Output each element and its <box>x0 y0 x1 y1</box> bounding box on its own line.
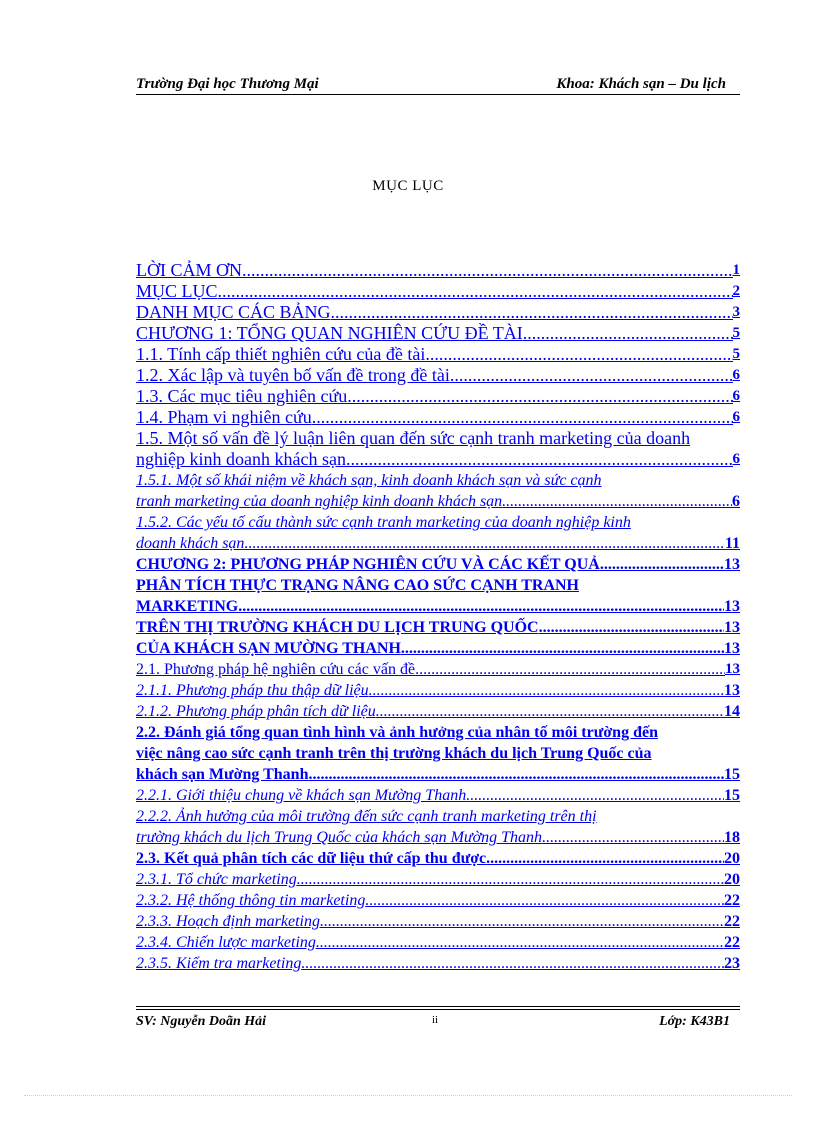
toc-entry-2-3[interactable]: 2.3. Kết quả phân tích các dữ liệu thứ cấp thu được ..... 20 <box>136 848 740 869</box>
toc-entry-phan-tich-line1[interactable]: PHÂN TÍCH THỰC TRẠNG NÂNG CAO SỨC CẠNH TRANH <box>136 577 579 594</box>
footer-class: Lớp: K43B1 <box>659 1014 730 1029</box>
toc-entry-1-1[interactable]: 1.1. Tính cấp thiết nghiên cứu của đề tài ..... 5 <box>136 344 740 365</box>
toc-entry-marketing[interactable]: MARKETING ..... 13 <box>136 596 740 617</box>
toc-entry-1-5-1-line1[interactable]: 1.5.1. Một số khái niệm về khách sạn, kinh doanh khách sạn và sức cạnh <box>136 472 602 489</box>
toc-entry-muc-luc[interactable]: MỤC LỤC ..... 2 <box>136 281 740 302</box>
toc-entry-2-2-1[interactable]: 2.2.1. Giới thiệu chung về khách sạn Mường Thanh ..... 15 <box>136 785 740 806</box>
header-rule <box>136 94 740 95</box>
toc-entry-2-3-2[interactable]: 2.3.2. Hệ thống thông tin marketing ..... 22 <box>136 890 740 911</box>
toc-entry-loi-cam-on[interactable]: LỜI CẢM ƠN ..... 1 <box>136 260 740 281</box>
toc-entry-1-5-2[interactable]: doanh khách sạn ..... 11 <box>136 533 740 554</box>
toc-entry-thi-truong[interactable]: TRÊN THỊ TRƯỜNG KHÁCH DU LỊCH TRUNG QUỐC ..... 13 <box>136 617 740 638</box>
page-footer <box>136 1014 740 1032</box>
toc-entry-1-3[interactable]: 1.3. Các mục tiêu nghiên cứu ..... 6 <box>136 386 740 407</box>
toc-entry-2-3-3[interactable]: 2.3.3. Hoạch định marketing ..... 22 <box>136 911 740 932</box>
header-school: Trường Đại học Thương Mại <box>136 76 319 92</box>
toc-entry-1-2[interactable]: 1.2. Xác lập và tuyên bố vấn đề trong đề tài ..... 6 <box>136 365 740 386</box>
toc-entry-2-3-5[interactable]: 2.3.5. Kiểm tra marketing ..... 23 <box>136 953 740 974</box>
page-number: ii <box>432 1014 439 1026</box>
toc-entry-1-4[interactable]: 1.4. Phạm vi nghiên cứu ..... 6 <box>136 407 740 428</box>
toc-entry-2-1-1[interactable]: 2.1.1. Phương pháp thu thập dữ liệu ..... 13 <box>136 680 740 701</box>
toc-entry-1-5[interactable]: nghiệp kinh doanh khách sạn ..... 6 <box>136 449 740 470</box>
toc-entry-2-2[interactable]: khách sạn Mường Thanh ..... 15 <box>136 764 740 785</box>
toc-entry-2-2-line2[interactable]: việc nâng cao sức cạnh tranh trên thị trường khách du lịch Trung Quốc của <box>136 745 652 762</box>
toc-entry-2-1-2[interactable]: 2.1.2. Phương pháp phân tích dữ liệu ..... 14 <box>136 701 740 722</box>
page-edge-divider <box>24 1095 792 1096</box>
toc-entry-2-3-1[interactable]: 2.3.1. Tổ chức marketing ..... 20 <box>136 869 740 890</box>
toc-entry-2-2-line1[interactable]: 2.2. Đánh giá tổng quan tình hình và ảnh hưởng của nhân tố môi trường đến <box>136 724 658 741</box>
footer-rule-bottom <box>136 1009 740 1010</box>
footer-student: SV: Nguyễn Doãn Hải <box>136 1014 267 1029</box>
toc-entry-2-3-4[interactable]: 2.3.4. Chiến lược marketing ..... 22 <box>136 932 740 953</box>
toc-entry-chuong-2[interactable]: CHƯƠNG 2: PHƯƠNG PHÁP NGHIÊN CỨU VÀ CÁC KẾT QUẢ ..... 13 <box>136 554 740 575</box>
table-of-contents <box>136 260 740 974</box>
toc-entry-1-5-1[interactable]: tranh marketing của doanh nghiệp kinh doanh khách sạn ..... 6 <box>136 491 740 512</box>
footer-rule-top <box>136 1006 740 1007</box>
toc-entry-danh-muc-bang[interactable]: DANH MỤC CÁC BẢNG ..... 3 <box>136 302 740 323</box>
toc-entry-2-2-2-line1[interactable]: 2.2.2. Ảnh hưởng của môi trường đến sức cạnh tranh marketing trên thị <box>136 808 597 825</box>
page-header <box>136 76 740 96</box>
page-title: MỤC LỤC <box>372 178 444 194</box>
toc-entry-2-1[interactable]: 2.1. Phương pháp hệ nghiên cứu các vấn đề ..... 13 <box>136 659 740 680</box>
toc-entry-khach-san[interactable]: CỦA KHÁCH SẠN MƯỜNG THANH ..... 13 <box>136 638 740 659</box>
toc-entry-1-5-line1[interactable]: 1.5. Một số vấn đề lý luận liên quan đến sức cạnh tranh marketing của doanh <box>136 428 691 448</box>
toc-entry-chuong-1[interactable]: CHƯƠNG 1: TỔNG QUAN NGHIÊN CỨU ĐỀ TÀI ..... 5 <box>136 323 740 344</box>
toc-entry-2-2-2[interactable]: trường khách du lịch Trung Quốc của khách sạn Mường Thanh ..... 18 <box>136 827 740 848</box>
header-faculty: Khoa: Khách sạn – Du lịch <box>556 76 726 92</box>
toc-entry-1-5-2-line1[interactable]: 1.5.2. Các yếu tố cấu thành sức cạnh tranh marketing của doanh nghiệp kinh <box>136 514 631 531</box>
